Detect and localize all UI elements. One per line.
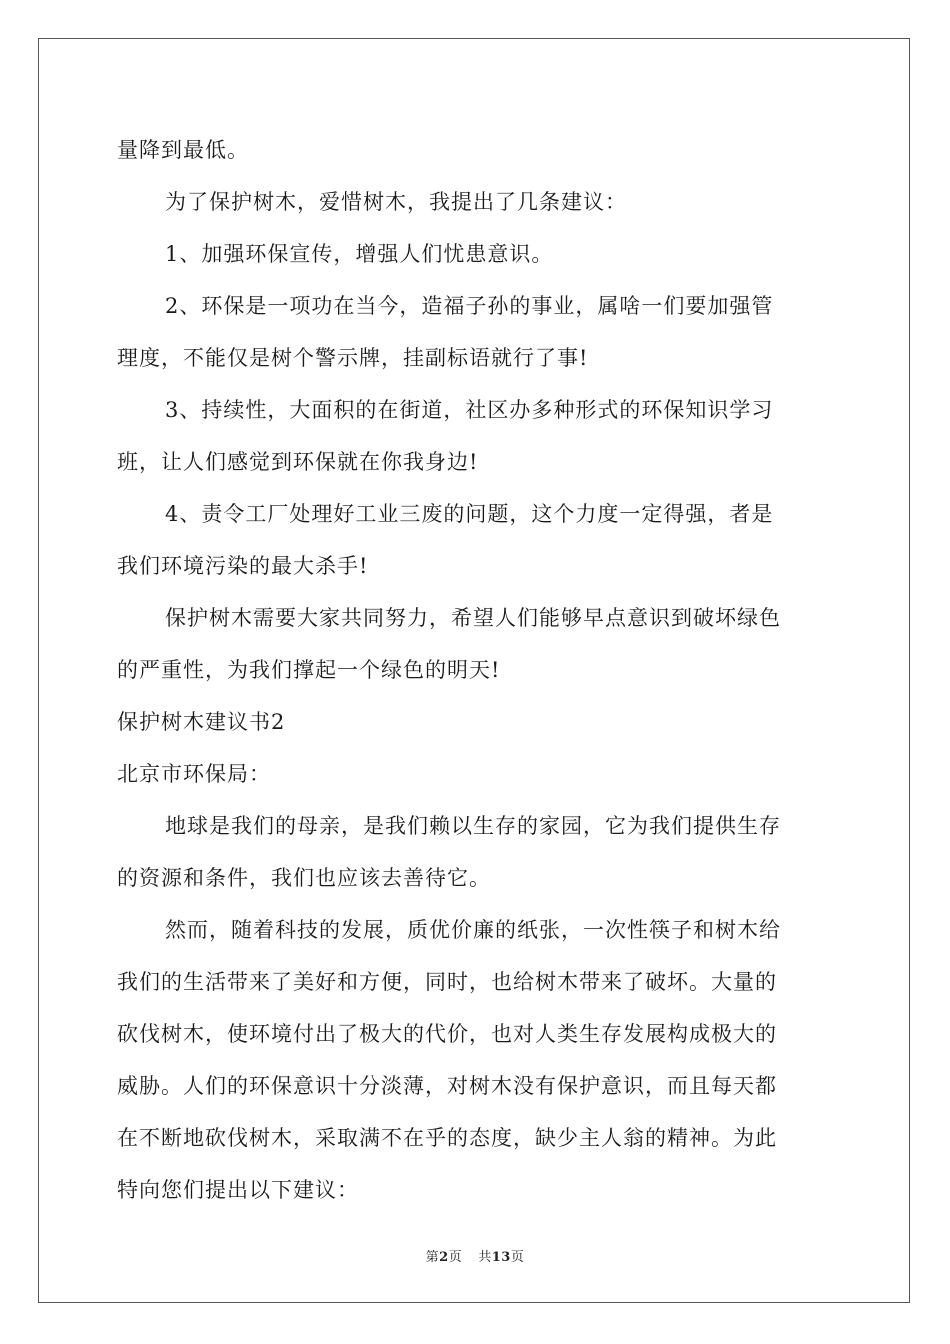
text-line: 保护树木建议书2	[117, 710, 286, 734]
text-line: 2、环保是一项功在当今，造福子孙的事业，属啥一们要加强管	[165, 294, 774, 318]
text-line: 量降到最低。	[117, 138, 249, 162]
text-line: 3、持续性，大面积的在街道，社区办多种形式的环保知识学习	[165, 398, 774, 422]
text-line: 特向您们提出以下建议：	[117, 1178, 359, 1202]
total-pages: 13	[491, 1250, 511, 1265]
page-prefix: 第	[425, 1250, 440, 1265]
text-line: 班，让人们感觉到环保就在你我身边!	[117, 450, 479, 474]
text-line: 的严重性，为我们撑起一个绿色的明天!	[117, 658, 501, 682]
text-line: 为了保护树木，爱惜树木，我提出了几条建议：	[165, 190, 627, 214]
page-number: 2	[439, 1250, 449, 1265]
text-line: 威胁。人们的环保意识十分淡薄，对树木没有保护意识，而且每天都	[117, 1074, 777, 1098]
text-line: 保护树木需要大家共同努力，希望人们能够早点意识到破坏绿色	[165, 606, 781, 630]
text-line: 然而，随着科技的发展，质优价廉的纸张，一次性筷子和树木给	[165, 918, 781, 942]
text-line: 在不断地砍伐树木，采取满不在乎的态度，缺少主人翁的精神。为此	[117, 1126, 777, 1150]
page-suffix: 页	[448, 1250, 463, 1265]
text-line: 我们的生活带来了美好和方便，同时，也给树木带来了破坏。大量的	[117, 970, 777, 994]
text-line: 理度，不能仅是树个警示牌，挂副标语就行了事!	[117, 346, 589, 370]
text-line: 我们环境污染的最大杀手!	[117, 554, 369, 578]
total-suffix: 页	[510, 1250, 525, 1265]
text-line: 砍伐树木，使环境付出了极大的代价，也对人类生存发展构成极大的	[117, 1022, 777, 1046]
text-line: 4、责令工厂处理好工业三废的问题，这个力度一定得强，者是	[165, 502, 774, 526]
text-line: 1、加强环保宣传，增强人们忧患意识。	[165, 242, 554, 266]
total-prefix: 共	[478, 1250, 492, 1265]
text-line: 的资源和条件，我们也应该去善待它。	[117, 866, 491, 890]
page-footer	[0, 1246, 950, 1265]
document-body	[117, 124, 837, 1216]
text-line: 地球是我们的母亲，是我们赖以生存的家园，它为我们提供生存	[165, 814, 781, 838]
text-line: 北京市环保局：	[117, 762, 271, 786]
